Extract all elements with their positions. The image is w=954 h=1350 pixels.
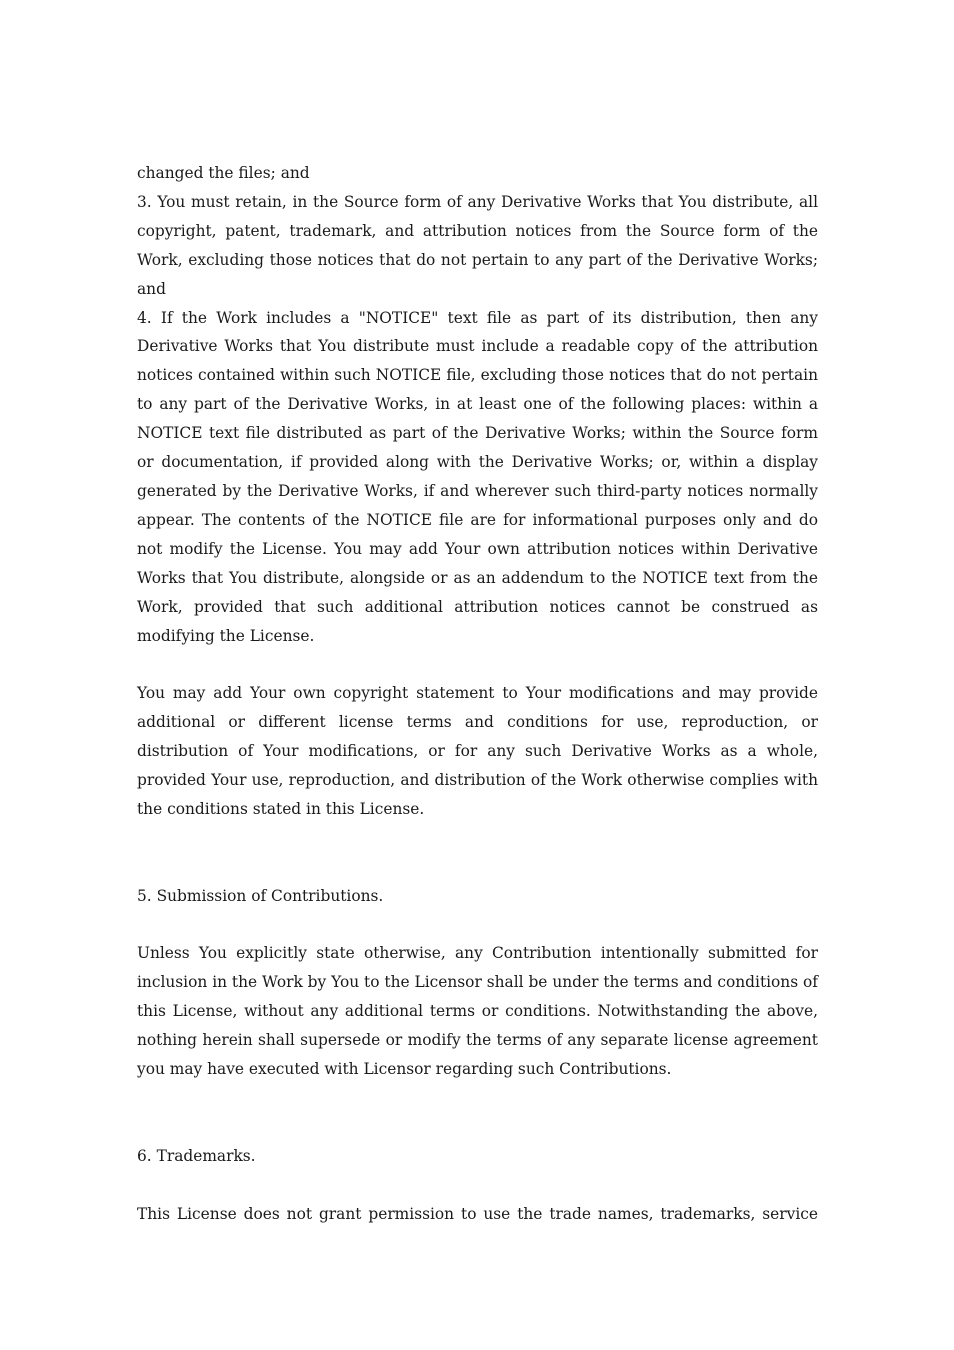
paragraph-copyright-statement: You may add Your own copyright statement to Your modifications and may provide additional or different license terms and conditions for use, reproduction, or distribution of Your modifications, or for any such Derivative Works as a whole, provided Your use, reproduction, and distribution of the Work otherwise complies with the conditions stated in this License. [137,684,818,818]
section-heading-6: 6. Trademarks. [137,1146,256,1165]
paragraph-trademarks: This License does not grant permission to use the trade names, trademarks, service [137,1204,818,1223]
spacer [137,1171,818,1200]
list-item-3: 3. You must retain, in the Source form of any Derivative Works that You distribute, all copyright, patent, trademark, and attribution notices from the Source form of the Work, excluding those notices that do not pertain to any part of the Derivative Works; and [137,192,818,298]
section-heading-5: 5. Submission of Contributions. [137,886,384,905]
spacer [137,1084,818,1142]
spacer [137,650,818,679]
paragraph-contributions: Unless You explicitly state otherwise, any Contribution intentionally submitted for inclusion in the Work by You to the Licensor shall be under the terms and conditions of this License, without any additional terms or conditions. Notwithstanding the above, nothing herein shall supersede or modify the terms of any separate license agreement you may have executed with Licensor regarding such Contributions. [137,944,818,1079]
paragraph-changed-files: changed the files; and [137,164,310,182]
document-page [137,159,818,1228]
spacer [137,824,818,882]
list-item-4: 4. If the Work includes a "NOTICE" text file as part of its distribution, then any Derivative Works that You distribute must include a readable copy of the attribution notices contained within such NOTICE file, excluding those notices that do not pertain to any part of the Derivative Works, in at least one of the following places: within a NOTICE text file distributed as part of the Derivative Works; within the Source form or documentation, if provided along with the Derivative Works; or, within a display generated by the Derivative Works, if and wherever such third-party notices normally appear. The contents of the NOTICE file are for informational purposes only and do not modify the License. You may add Your own attribution notices within Derivative Works that You distribute, alongside or as an addendum to the NOTICE text from the Work, provided that such additional attribution notices cannot be construed as modifying the License. [137,308,818,645]
spacer [137,911,818,940]
